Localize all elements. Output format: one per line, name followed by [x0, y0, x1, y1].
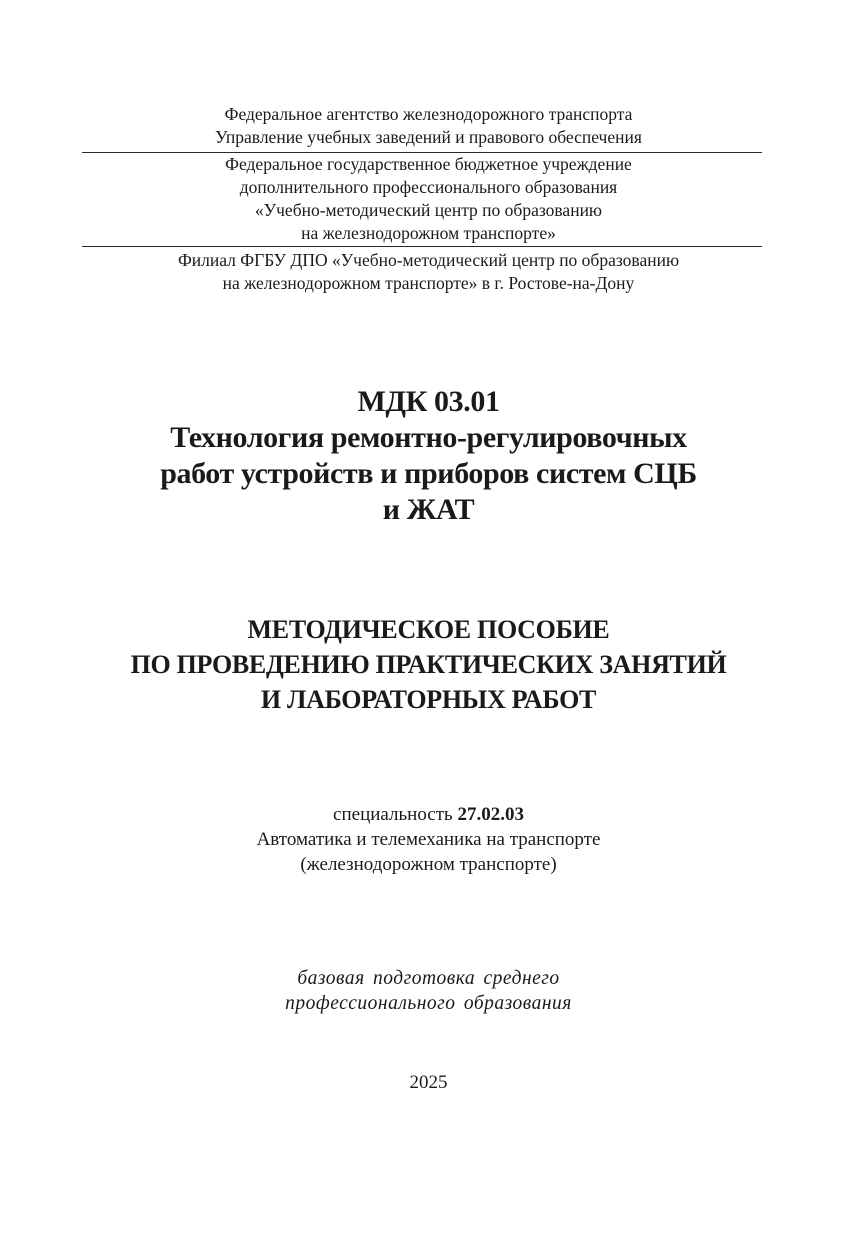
- specialty-block: [0, 802, 857, 877]
- publication-year: 2025: [409, 1072, 448, 1093]
- education-level-line: базовая подготовка среднего: [297, 968, 560, 989]
- specialty-label: специальность: [333, 804, 453, 825]
- course-title-line: Технология ремонтно-регулировочных: [170, 421, 687, 454]
- course-title: [0, 384, 857, 528]
- institution-header: [0, 153, 857, 245]
- education-level-line: профессионального образования: [285, 993, 572, 1014]
- document-type-line: МЕТОДИЧЕСКОЕ ПОСОБИЕ: [247, 615, 610, 644]
- specialty-code: 27.02.03: [457, 804, 524, 825]
- agency-line: Федеральное агентство железнодорожного транспорта: [224, 104, 633, 124]
- divider: [82, 246, 762, 247]
- specialty-name-line: (железнодорожном транспорте): [300, 854, 557, 875]
- agency-header: [0, 103, 857, 149]
- document-type-line: ПО ПРОВЕДЕНИЮ ПРАКТИЧЕСКИХ ЗАНЯТИЙ: [130, 650, 727, 679]
- institution-line: на железнодорожном транспорте»: [301, 223, 556, 243]
- branch-line: на железнодорожном транспорте» в г. Ростове-на-Дону: [222, 273, 635, 293]
- document-type: [0, 612, 857, 717]
- institution-line: Федеральное государственное бюджетное учреждение: [225, 154, 632, 174]
- branch-line: Филиал ФГБУ ДПО «Учебно-методический центр по образованию: [177, 250, 680, 270]
- branch-header: [0, 249, 857, 295]
- specialty-line: [0, 802, 857, 827]
- course-code: МДК 03.01: [357, 385, 500, 418]
- institution-line: дополнительного профессионального образования: [239, 177, 618, 197]
- course-title-line: работ устройств и приборов систем СЦБ: [160, 457, 697, 490]
- course-title-line: и ЖАТ: [382, 493, 475, 526]
- institution-line: «Учебно-методический центр по образованию: [254, 200, 603, 220]
- education-level: [0, 966, 857, 1016]
- agency-line: Управление учебных заведений и правового обеспечения: [215, 127, 642, 147]
- document-type-line: И ЛАБОРАТОРНЫХ РАБОТ: [260, 685, 597, 714]
- specialty-name-line: Автоматика и телемеханика на транспорте: [256, 829, 601, 850]
